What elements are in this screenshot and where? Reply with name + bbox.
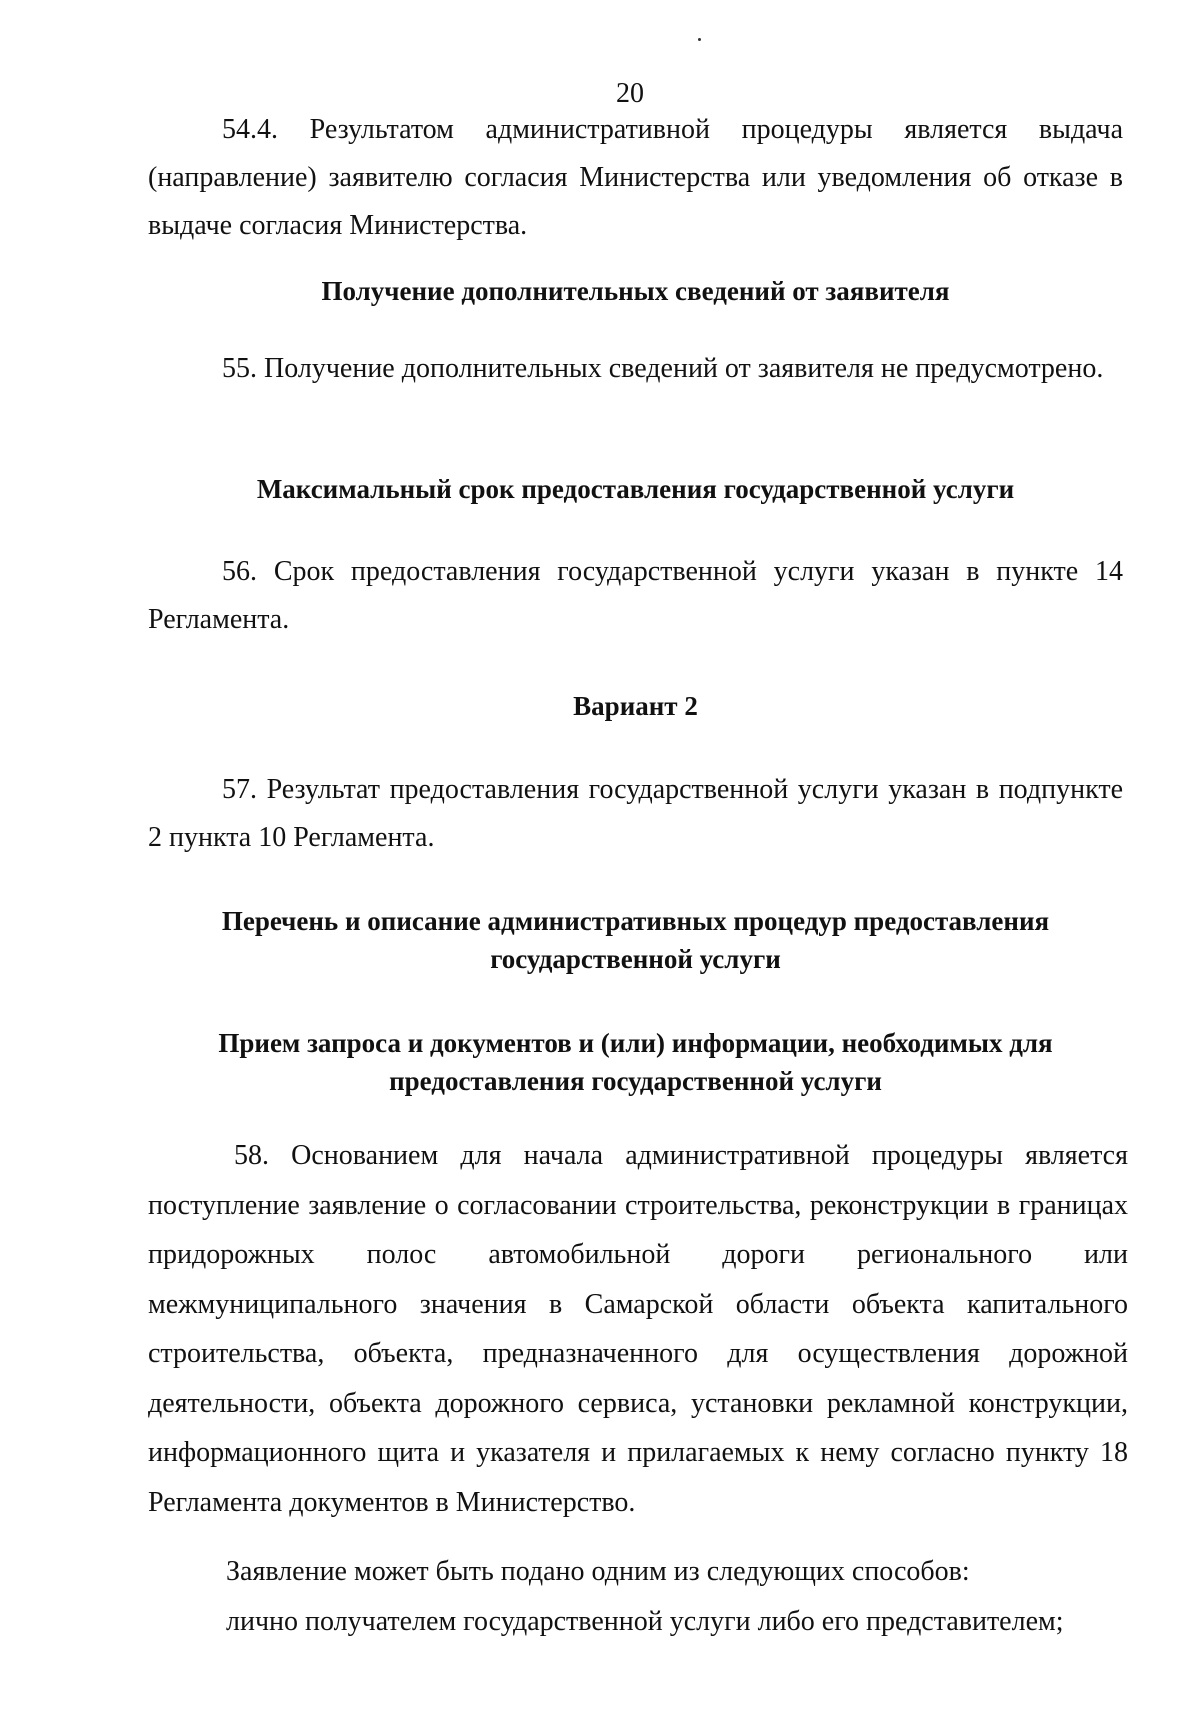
paragraph-55: [148, 345, 1123, 393]
heading-additional-info: Получение дополнительных сведений от заявителя: [321, 276, 950, 306]
paragraph-57: [148, 766, 1123, 862]
methods-line: Заявление может быть подано одним из следующих способов:: [226, 1556, 970, 1587]
heading-variant-2: Вариант 2: [573, 691, 698, 721]
page-number: 20: [616, 78, 644, 109]
heading-procedures-list: [148, 902, 1123, 978]
heading-request-reception: [148, 1024, 1123, 1100]
paragraph-text: 58. Основанием для начала административной процедуры является поступление заявление о согласовании строительства, реконструкции в границах придорожных полос автомобильной дороги регионального или межмуниципального значения в Самарской области объекта капитального строительства, объекта, предназначенного для осуществления дорожной деятельности, объекта дорожного сервиса, установки рекламной конструкции, информационного щита и указателя и прилагаемых к нему согласно пункту 18 Регламента документов в Министерство.: [148, 1140, 1128, 1518]
paragraph-text: 57. Результат предоставления государственной услуги указан в подпункте 2 пункта 10 Регламента.: [148, 774, 1123, 853]
heading-max-term: Максимальный срок предоставления государственной услуги: [256, 474, 1015, 504]
paragraph-56: [148, 548, 1123, 644]
scan-artifact-dot: [698, 38, 701, 41]
paragraph-text: 54.4. Результатом административной процедуры является выдача (направление) заявителю согласия Министерства или уведомления об отказе в выдаче согласия Министерства.: [148, 114, 1123, 241]
paragraph-58: [148, 1131, 1128, 1527]
paragraph-text: 56. Срок предоставления государственной услуги указан в пункте 14 Регламента.: [148, 556, 1123, 635]
paragraph-54-4: [148, 106, 1123, 250]
heading-line: предоставления государственной услуги: [389, 1066, 882, 1096]
heading-line: Перечень и описание административных процедур предоставления: [221, 906, 1050, 936]
heading-line: Прием запроса и документов и (или) информации, необходимых для: [218, 1028, 1053, 1058]
heading-line: государственной услуги: [490, 944, 781, 974]
personally-line: лично получателем государственной услуги либо его представителем;: [226, 1606, 1064, 1637]
paragraph-text: 55. Получение дополнительных сведений от заявителя не предусмотрено.: [222, 353, 1104, 384]
